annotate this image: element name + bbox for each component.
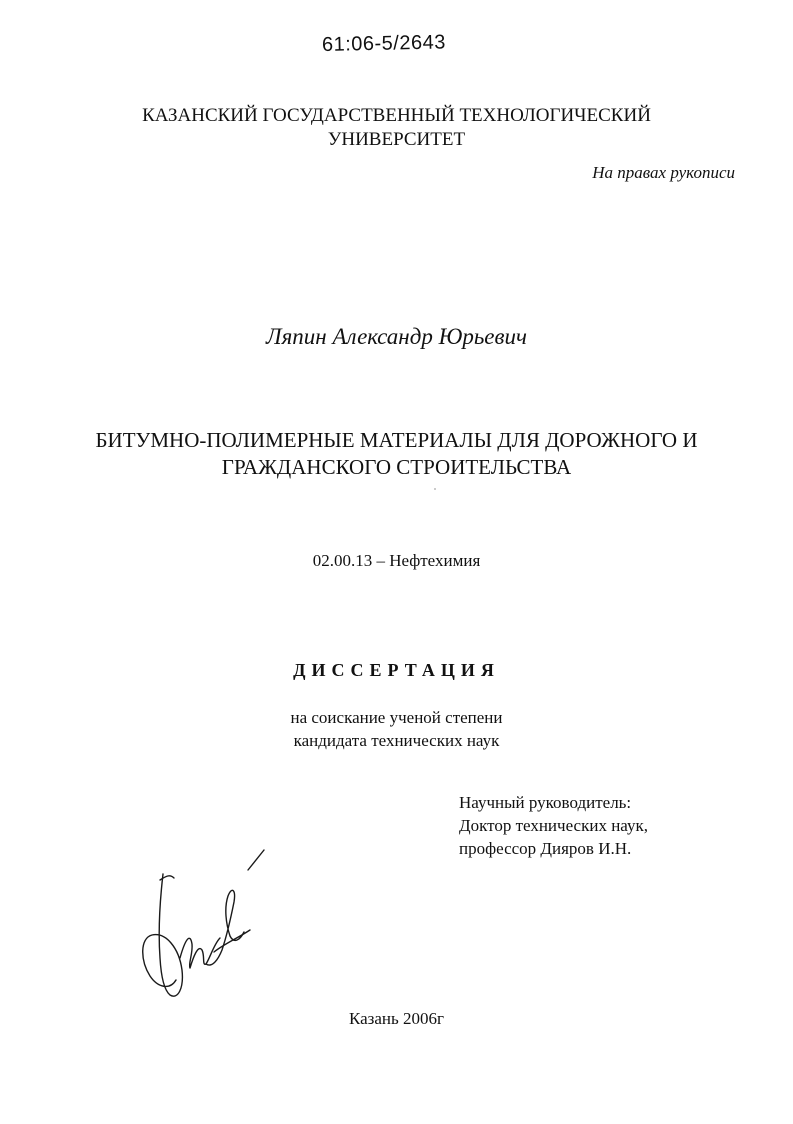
university-line-1: КАЗАНСКИЙ ГОСУДАРСТВЕННЫЙ ТЕХНОЛОГИЧЕСКИЙ [142,105,651,126]
city-and-year: Казань 2006г [349,1009,444,1028]
rights-note: На правах рукописи [592,163,735,182]
title-line-2: ГРАЖДАНСКОГО СТРОИТЕЛЬСТВА [221,455,572,479]
degree-description [0,706,793,752]
degree-line-1: на соискание ученой степени [290,708,503,727]
stray-dot [434,488,436,490]
title-line-1: БИТУМНО-ПОЛИМЕРНЫЕ МАТЕРИАЛЫ ДЛЯ ДОРОЖНОГО И [95,428,698,452]
dissertation-title [0,427,793,481]
supervisor-line-1: Научный руководитель: [459,793,632,812]
supervisor-block [459,791,648,860]
archive-code: 61:06-5/2643 [321,31,447,56]
handwritten-signature [130,840,280,1010]
supervisor-line-3: профессор Дияров И.Н. [459,839,632,858]
specialty-code: 02.00.13 – Нефтехимия [312,551,481,570]
document-type: ДИССЕРТАЦИЯ [293,660,500,680]
university-name [0,104,793,152]
author-name: Ляпин Александр Юрьевич [266,324,527,349]
supervisor-line-2: Доктор технических наук, [459,816,648,835]
university-line-2: УНИВЕРСИТЕТ [327,129,466,150]
degree-line-2: кандидата технических наук [293,731,500,750]
